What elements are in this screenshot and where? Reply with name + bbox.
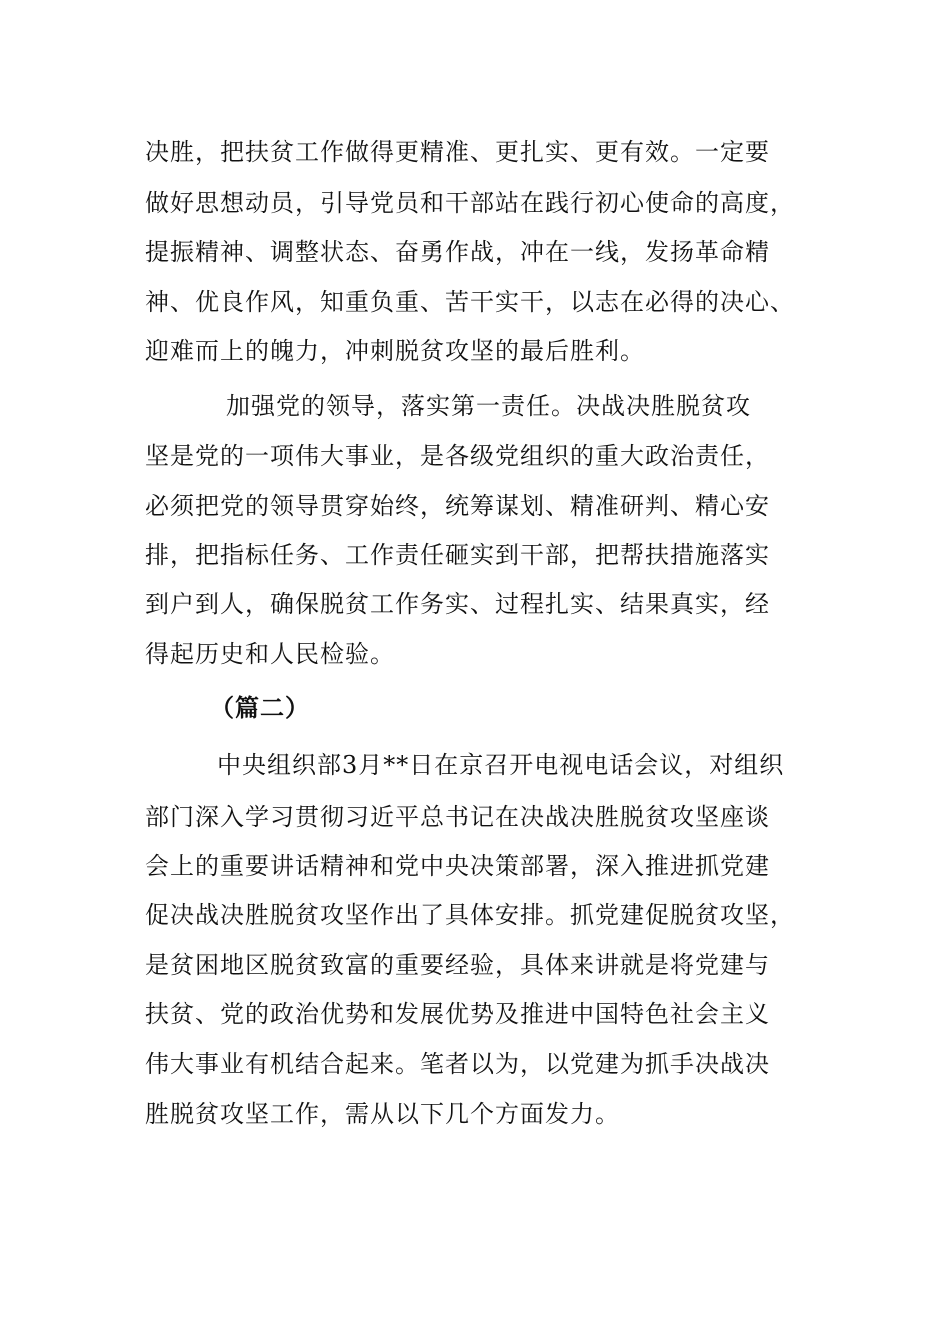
paragraph-2-line-1: 加强党的领导，落实第一责任。决战决胜脱贫攻 (226, 392, 751, 420)
paragraph-2-line-2: 坚是党的一项伟大事业，是各级党组织的重大政治责任， (145, 442, 770, 470)
paragraph-1-line-4: 神、优良作风，知重负重、苦干实干，以志在必得的决心、 (145, 288, 795, 316)
paragraph-3-line-4: 促决战决胜脱贫攻坚作出了具体安排。抓党建促脱贫攻坚， (145, 901, 795, 929)
paragraph-3-line-5: 是贫困地区脱贫致富的重要经验，具体来讲就是将党建与 (145, 951, 770, 979)
paragraph-2-line-3: 必须把党的领导贯穿始终，统筹谋划、精准研判、精心安 (145, 492, 770, 520)
paragraph-3-line-1: 中央组织部3月**日在京召开电视电话会议，对组织 (217, 751, 785, 779)
paragraph-3-line-3: 会上的重要讲话精神和党中央决策部署，深入推进抓党建 (145, 852, 770, 880)
section-heading: （篇二） (210, 694, 310, 722)
paragraph-3-line-7: 伟大事业有机结合起来。笔者以为，以党建为抓手决战决 (145, 1050, 770, 1078)
paragraph-1-line-3: 提振精神、调整状态、奋勇作战，冲在一线，发扬革命精 (145, 238, 770, 266)
paragraph-1-line-2: 做好思想动员，引导党员和干部站在践行初心使命的高度， (145, 189, 795, 217)
paragraph-3-line-6: 扶贫、党的政治优势和发展优势及推进中国特色社会主义 (145, 1000, 770, 1028)
paragraph-1-line-5: 迎难而上的魄力，冲刺脱贫攻坚的最后胜利。 (145, 337, 645, 365)
paragraph-2-line-6: 得起历史和人民检验。 (145, 640, 395, 668)
paragraph-3-line-8: 胜脱贫攻坚工作，需从以下几个方面发力。 (145, 1100, 620, 1128)
paragraph-1-line-1: 决胜，把扶贫工作做得更精准、更扎实、更有效。一定要 (145, 138, 770, 166)
paragraph-2-line-4: 排，把指标任务、工作责任砸实到干部，把帮扶措施落实 (145, 541, 770, 569)
paragraph-3-line-2: 部门深入学习贯彻习近平总书记在决战决胜脱贫攻坚座谈 (145, 803, 770, 831)
paragraph-2-line-5: 到户到人，确保脱贫工作务实、过程扎实、结果真实，经 (145, 590, 770, 618)
